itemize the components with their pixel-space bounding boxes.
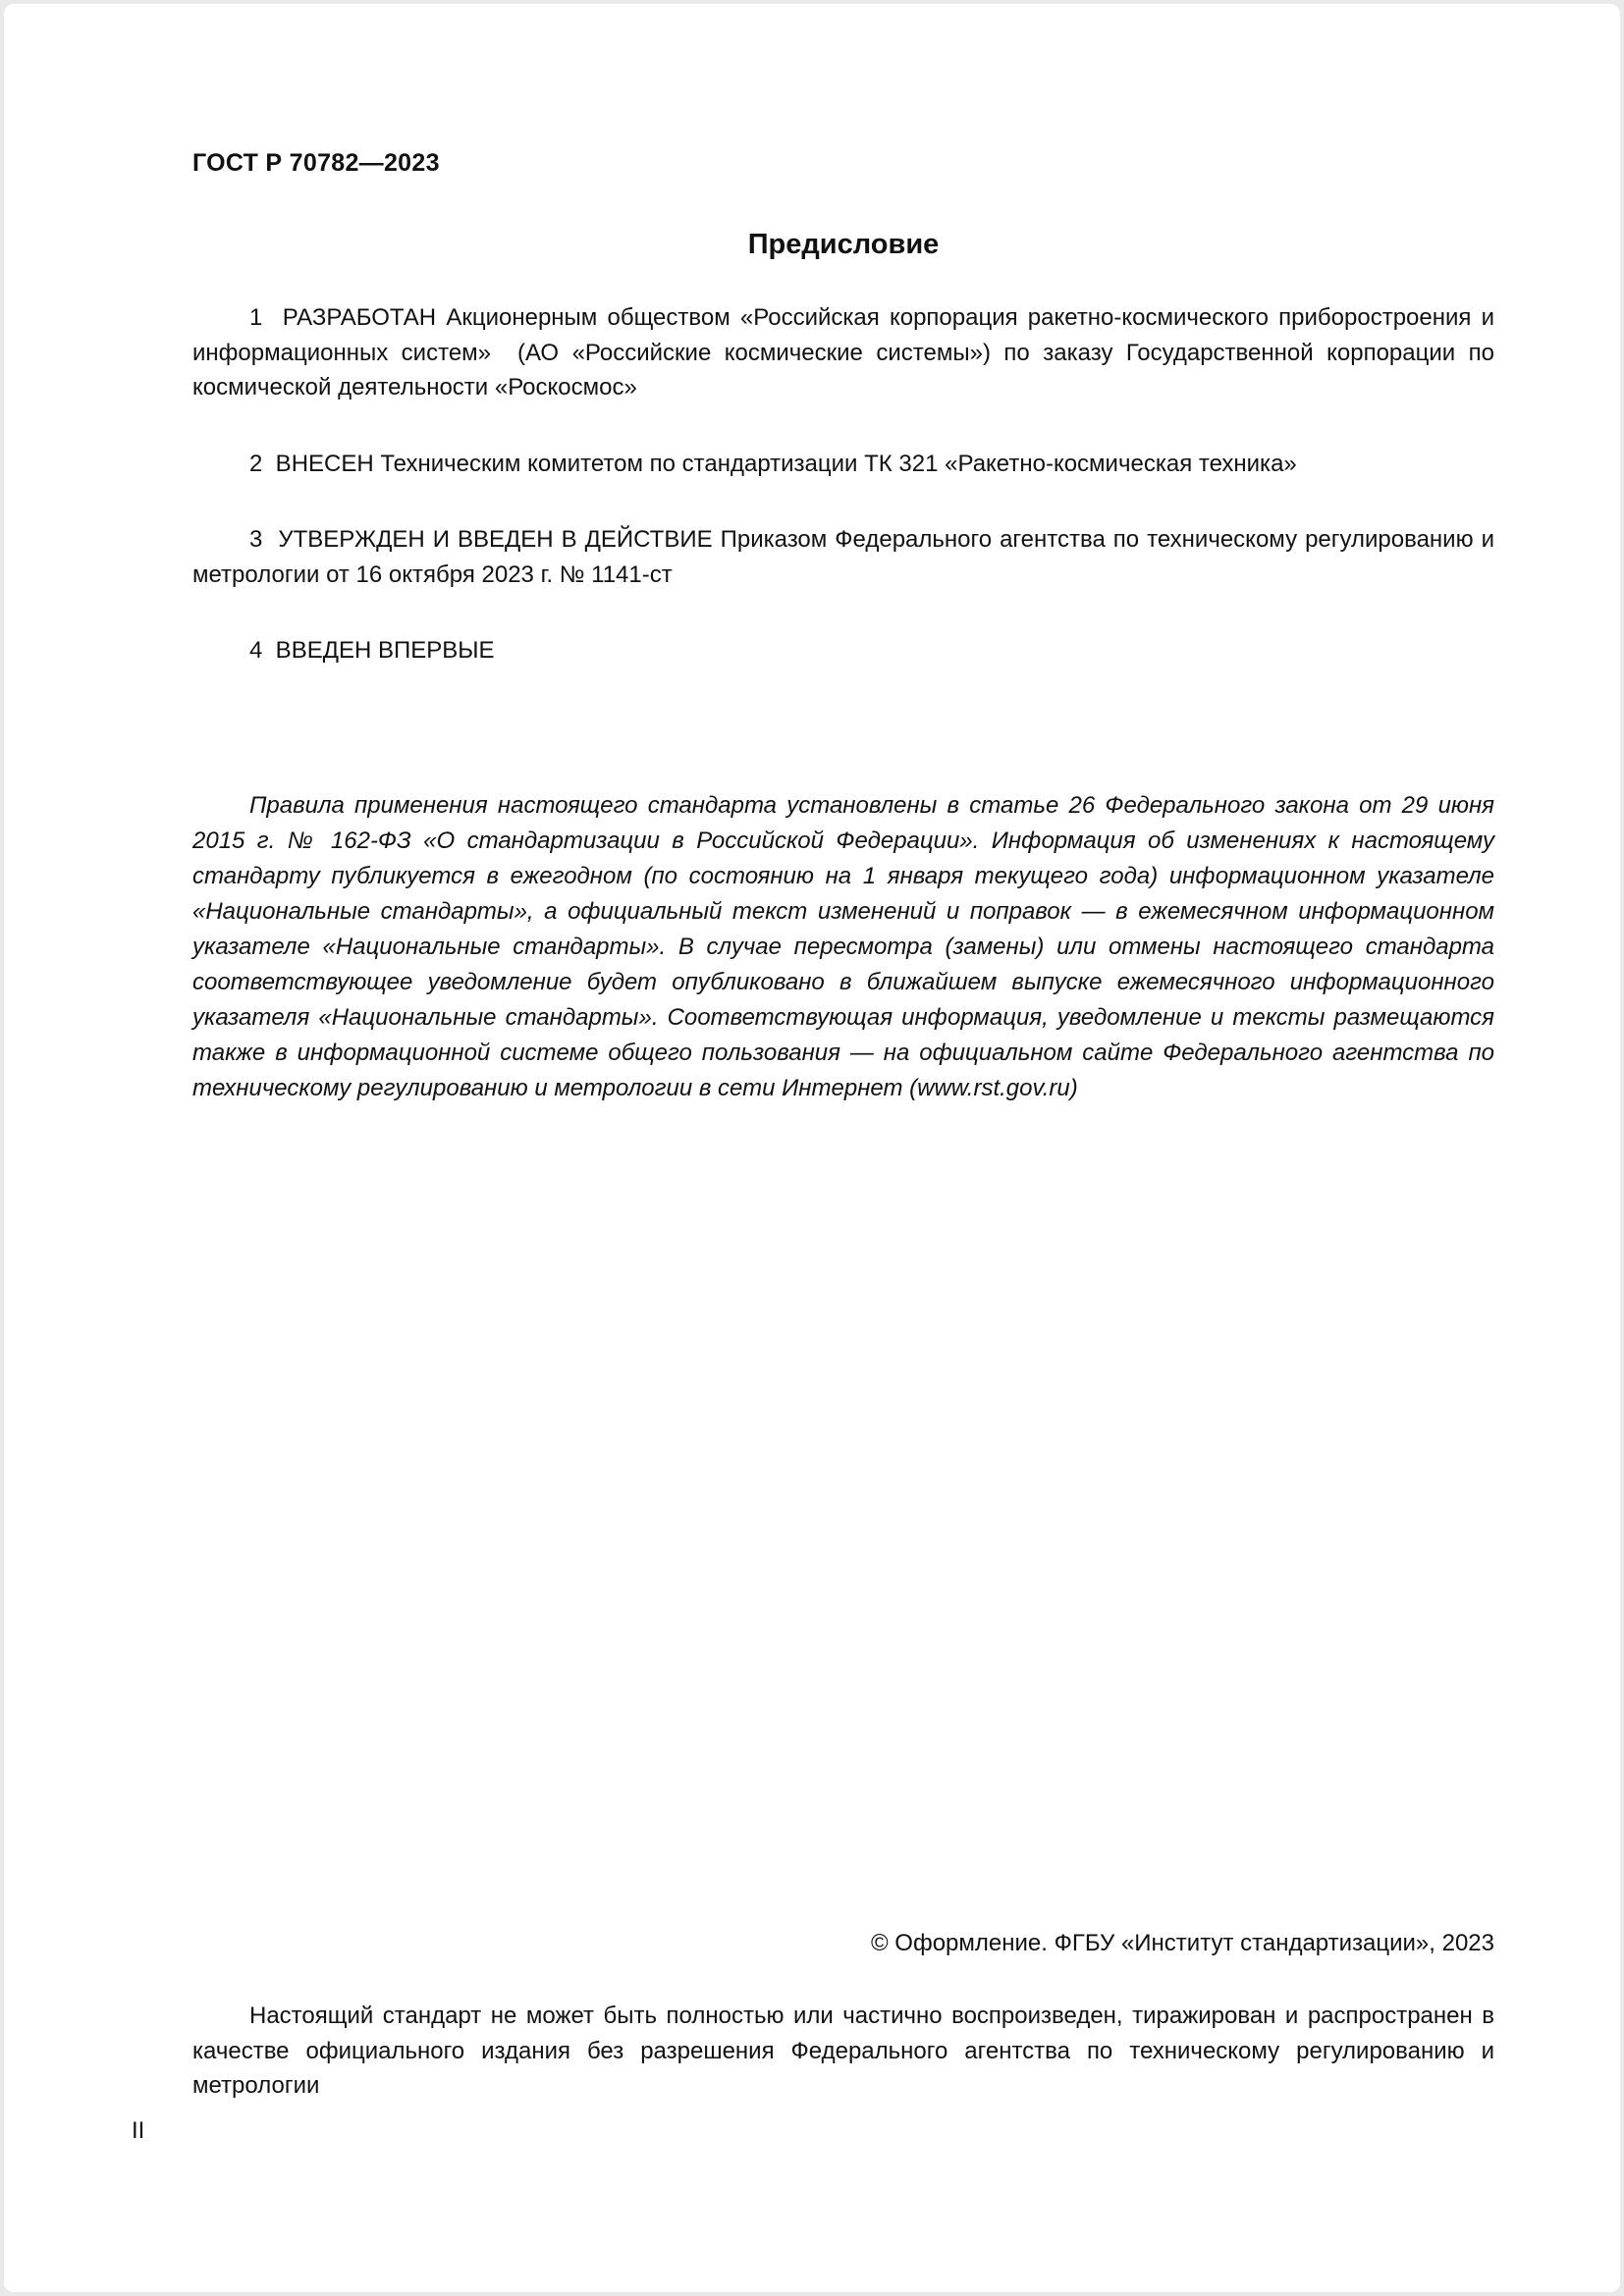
foreword-item-1: 1 РАЗРАБОТАН Акционерным обществом «Российская корпорация ракетно-космического приборостроения и информационных систем» (АО «Российские космические системы») по заказу Государственной корпорации по космической деятельности «Роскосмос» [192,304,1494,401]
copyright-line: © Оформление. ФГБУ «Институт стандартизации», 2023 [870,1930,1494,1957]
foreword-item-4: 4 ВВЕДЕН ВПЕРВЫЕ [249,637,495,665]
page-footer [132,1930,1494,2145]
page-title: Предисловие [747,229,940,260]
page-number: II [132,2117,145,2144]
document-page [4,4,1620,2292]
reproduction-notice: Настоящий стандарт не может быть полностью или частично воспроизведен, тиражирован и распространен в качестве официального издания без разрешения Федерального агентства по техническому регулированию и метрологии [192,2002,1494,2100]
gost-number-header: ГОСТ Р 70782—2023 [192,149,440,177]
foreword-item-2: 2 ВНЕСЕН Техническим комитетом по стандартизации ТК 321 «Ракетно-космическая техника» [249,450,1297,477]
foreword-item-3: 3 УТВЕРЖДЕН И ВВЕДЕН В ДЕЙСТВИЕ Приказом Федерального агентства по техническому регулированию и метрологии от 16 октября 2023 г. № 1141-ст [192,526,1494,588]
legal-notice: Правила применения настоящего стандарта установлены в статье 26 Федерального закона от 29 июня 2015 г. № 162-ФЗ «О стандартизации в Российской Федерации». Информация об изменениях к настоящему стандарту публикуется в ежегодном (по состоянию на 1 января текущего года) информационном указателе «Национальные стандарты», а официальный текст изменений и поправок — в ежемесячном информационном указателе «Национальные стандарты». В случае пересмотра (замены) или отмены настоящего стандарта соответствующее уведомление будет опубликовано в ближайшем выпуске ежемесячного информационного указателя «Национальные стандарты». Соответствующая информация, уведомление и тексты размещаются также в информационной системе общего пользования — на официальном сайте Федерального агентства по техническому регулированию и метрологии в сети Интернет (www.rst.gov.ru) [192,791,1494,1101]
